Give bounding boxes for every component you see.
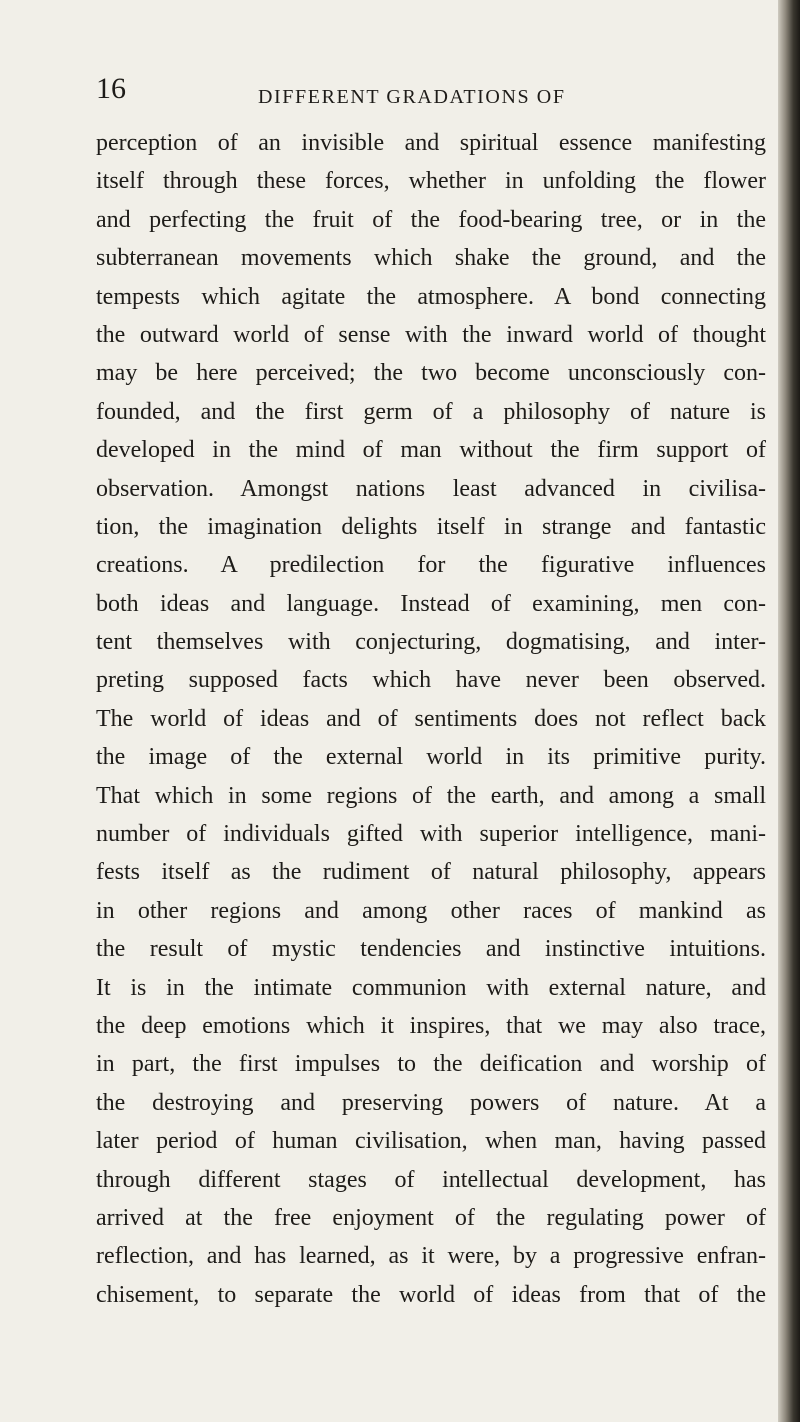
text-line: in part, the first impulses to the deification and worship of: [96, 1051, 766, 1078]
text-line: developed in the mind of man without the firm support of: [96, 437, 766, 464]
text-line: tent themselves with conjecturing, dogmatising, and inter-: [96, 629, 766, 656]
text-line: tempests which agitate the atmosphere. A bond connecting: [96, 283, 766, 310]
page-number: 16: [96, 72, 126, 105]
text-line: The world of ideas and of sentiments does not reflect back: [96, 705, 766, 732]
text-line: and perfecting the fruit of the food-bearing tree, or in the: [96, 206, 766, 233]
body-text: [96, 124, 766, 1314]
text-line: the image of the external world in its primitive purity.: [96, 744, 766, 771]
text-line: preting supposed facts which have never been observed.: [96, 667, 766, 694]
text-line: chisement, to separate the world of ideas from that of the: [96, 1281, 766, 1308]
text-line: number of individuals gifted with superior intelligence, mani-: [96, 821, 766, 848]
text-line: itself through these forces, whether in unfolding the flower: [96, 168, 766, 195]
running-head: DIFFERENT GRADATIONS OF: [258, 86, 566, 108]
text-line: through different stages of intellectual development, has: [96, 1166, 766, 1193]
text-line: reflection, and has learned, as it were, by a progressive enfran-: [96, 1243, 766, 1270]
text-line: both ideas and language. Instead of examining, men con-: [96, 590, 766, 617]
text-line: subterranean movements which shake the ground, and the: [96, 245, 766, 272]
text-line: It is in the intimate communion with external nature, and: [96, 974, 766, 1001]
text-line: the destroying and preserving powers of nature. At a: [96, 1089, 766, 1116]
text-line: tion, the imagination delights itself in strange and fantastic: [96, 513, 766, 540]
page-edge-shadow: [778, 0, 800, 1422]
text-line: arrived at the free enjoyment of the regulating power of: [96, 1204, 766, 1231]
text-line: perception of an invisible and spiritual essence manifesting: [96, 130, 766, 156]
text-line: founded, and the first germ of a philosophy of nature is: [96, 398, 766, 425]
text-line: the deep emotions which it inspires, that we may also trace,: [96, 1012, 766, 1039]
text-line: That which in some regions of the earth, and among a small: [96, 782, 766, 809]
text-line: fests itself as the rudiment of natural philosophy, appears: [96, 859, 766, 886]
text-line: the result of mystic tendencies and instinctive intuitions.: [96, 936, 766, 963]
text-line: later period of human civilisation, when man, having passed: [96, 1128, 766, 1155]
text-line: the outward world of sense with the inward world of thought: [96, 321, 766, 348]
text-line: observation. Amongst nations least advanced in civilisa-: [96, 475, 766, 502]
text-line: creations. A predilection for the figurative influences: [96, 552, 766, 579]
text-line: may be here perceived; the two become unconsciously con-: [96, 360, 766, 387]
text-line: in other regions and among other races of mankind as: [96, 897, 766, 924]
